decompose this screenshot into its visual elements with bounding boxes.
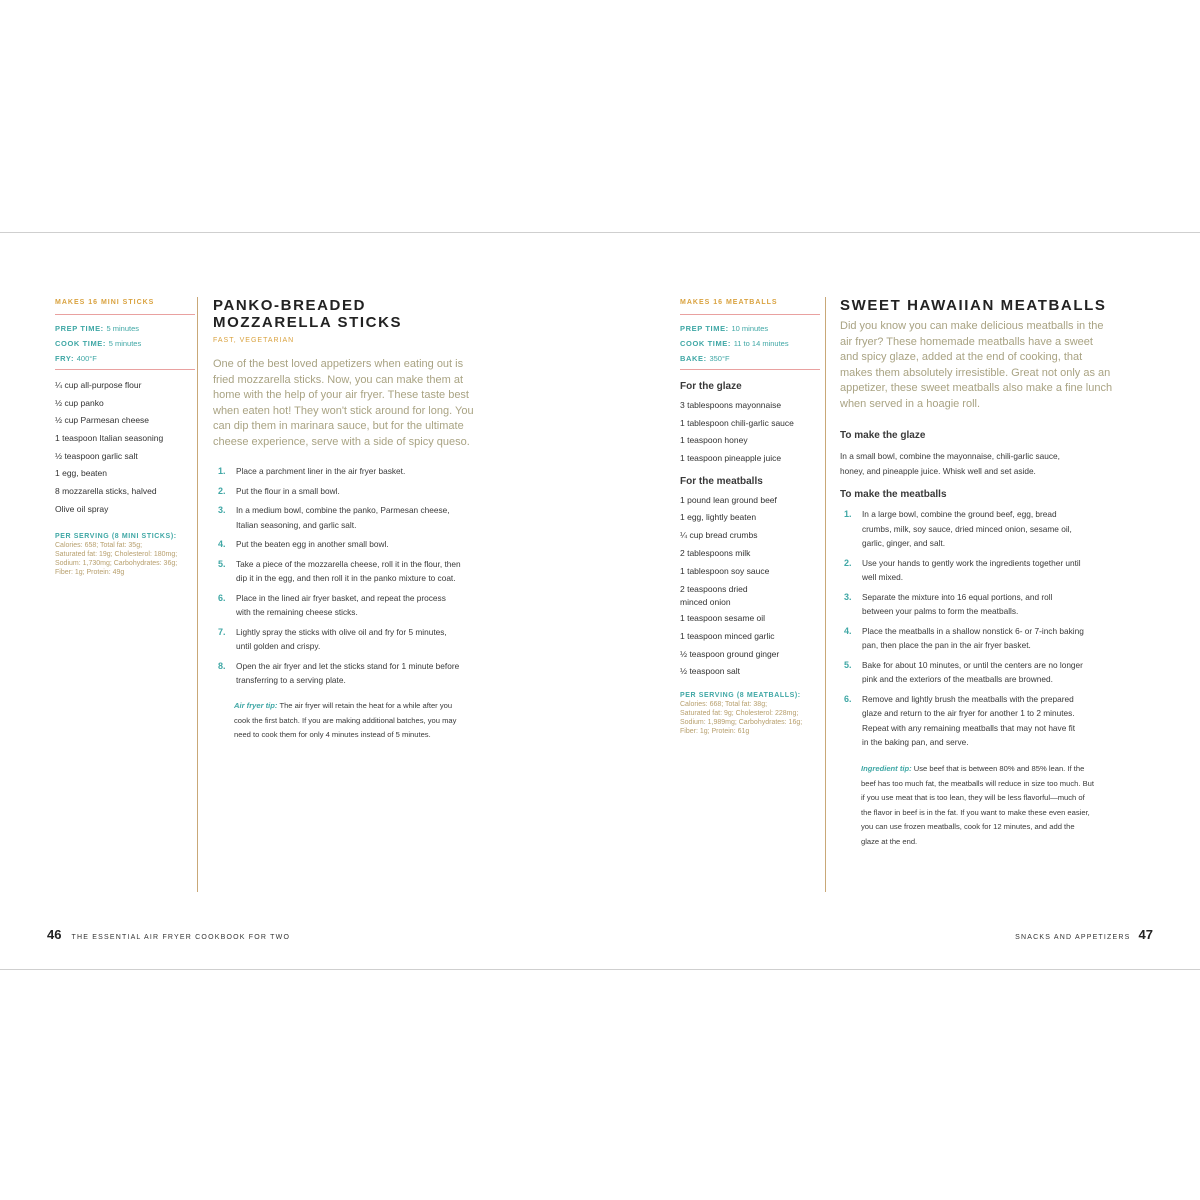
ingredient-item: 1 egg, lightly beaten [680, 512, 757, 523]
ingredient-item: 1 teaspoon sesame oil [680, 613, 766, 624]
nutrition-line: Fiber: 1g; Protein: 61g [680, 728, 750, 735]
glaze-heading: For the glaze [680, 381, 742, 392]
right-time-bake: BAKE: 350°F [680, 354, 730, 363]
left-running-head: THE ESSENTIAL AIR FRYER COOKBOOK FOR TWO [71, 934, 291, 941]
meatballs-subhead: To make the meatballs [840, 489, 947, 500]
ingredient-item: ½ teaspoon salt [680, 666, 741, 677]
ingredient-item: 1 teaspoon Italian seasoning [55, 433, 164, 444]
step-item: 3. Separate the mixture into 16 equal portions, and roll between your palms to form the meatballs. [844, 591, 1053, 616]
right-times-rule [680, 369, 820, 370]
right-time-prep: PREP TIME: 10 minutes [680, 324, 769, 333]
nutrition-line: Saturated fat: 9g; Cholesterol: 228mg; [680, 710, 799, 717]
ingredient-item: 1 egg, beaten [55, 468, 107, 479]
left-page-number: 46 [47, 927, 62, 942]
ingredient-item: Olive oil spray [55, 503, 109, 514]
left-steps [218, 464, 528, 693]
left-time-cook: COOK TIME: 5 minutes [55, 339, 142, 348]
right-page-number: 47 [1138, 927, 1153, 942]
right-folio [1015, 927, 1153, 942]
glaze-paragraph: In a small bowl, combine the mayonnaise, chili-garlic sauce, honey, and pineapple juice. Whisk well and set aside. [840, 451, 1060, 476]
ingredient-item: ½ cup Parmesan cheese [55, 415, 150, 426]
step-item: 2. Use your hands to gently work the ingredients together until well mixed. [844, 557, 1081, 582]
nutrition-line: Calories: 658; Total fat: 35g; [55, 542, 143, 549]
tip-label: Air fryer tip: [234, 701, 278, 710]
left-column-divider [197, 297, 198, 892]
glaze-subhead: To make the glaze [840, 430, 926, 441]
left-time-prep: PREP TIME: 5 minutes [55, 324, 140, 333]
ingredient-item: 1 teaspoon minced garlic [680, 630, 775, 641]
ingredient-item: ¼ cup all-purpose flour [55, 380, 142, 390]
left-air-fryer-tip: Air fryer tip: The air fryer will retain the heat for a while after you cook the first batch. If you are making additional batches, you may need to cook them for only 4 minutes instead of 5 minutes. [234, 701, 457, 739]
left-times [55, 321, 141, 366]
ingredient-item: 1 teaspoon pineapple juice [680, 453, 782, 464]
left-recipe-title: PANKO-BREADED MOZZARELLA STICKS [213, 297, 403, 331]
ingredient-item: 2 teaspoons dried [680, 584, 748, 595]
step-item: 5. Bake for about 10 minutes, or until the centers are no longer pink and the exteriors of the meatballs are browned. [844, 659, 1083, 684]
meatballs-heading: For the meatballs [680, 475, 763, 487]
nutrition-line: Sodium: 1,730mg; Carbohydrates: 36g; [55, 560, 178, 567]
step-item: 4. Place the meatballs in a shallow nonstick 6- or 7-inch baking pan, then place the pan in the air fryer basket. [844, 625, 1084, 650]
right-ingredient-tip: Ingredient tip: Use beef that is between 80% and 85% lean. If the beef has too much fat, the meatballs will reduce in size too much. But if you use meat that is too lean, they will be less flavorful—much of the flavor in beef is in the fat. If you want to make these even easier, you can use frozen meatballs, cook for 12 minutes, and add the glaze at the end. [861, 764, 1094, 846]
right-time-cook: COOK TIME: 11 to 14 minutes [680, 339, 789, 348]
right-nutrition [680, 691, 825, 736]
step-item: 6. Remove and lightly brush the meatballs with the prepared glaze and return to the air fryer for another 1 to 2 minutes. Repeat with any remaining meatballs that may not have fit in the baking pan, and serve. [844, 693, 1076, 747]
ingredient-item: 3 tablespoons mayonnaise [680, 400, 782, 410]
right-yield: MAKES 16 MEATBALLS [680, 299, 778, 306]
right-running-head: SNACKS AND APPETIZERS [1015, 934, 1131, 941]
left-yield: MAKES 16 MINI STICKS [55, 299, 155, 306]
ingredient-item: 1 teaspoon honey [680, 435, 748, 446]
nutrition-line: Fiber: 1g; Protein: 49g [55, 569, 125, 576]
nutrition-heading: PER SERVING (8 MEATBALLS): [680, 692, 801, 699]
left-ingredient-list [55, 377, 163, 519]
ingredient-item: 1 tablespoon chili-garlic sauce [680, 417, 794, 428]
ingredient-item: ½ teaspoon garlic salt [55, 450, 138, 461]
left-recipe-tag: FAST, VEGETARIAN [213, 337, 295, 344]
nutrition-line: Sodium: 1,989mg; Carbohydrates: 16g; [680, 719, 803, 726]
left-yield-rule [55, 314, 195, 315]
left-nutrition [55, 532, 195, 577]
nutrition-line: Calories: 668; Total fat: 38g; [680, 701, 768, 708]
book-spread [0, 232, 1200, 970]
right-times [680, 321, 789, 366]
step-item: 7. Lightly spray the sticks with olive oil and fry for 5 minutes, until golden and crispy. [218, 626, 447, 651]
ingredient-item: 1 tablespoon soy sauce [680, 565, 770, 576]
right-steps [844, 507, 1154, 755]
ingredient-item: 1 pound lean ground beef [680, 494, 777, 505]
ingredient-item: 8 mozzarella sticks, halved [55, 486, 157, 497]
ingredient-item: 2 tablespoons milk [680, 547, 751, 558]
step-item: 6. Place in the lined air fryer basket, and repeat the process with the remaining cheese sticks. [218, 592, 446, 617]
right-yield-rule [680, 314, 820, 315]
ingredient-item: ¼ cup bread crumbs [680, 530, 758, 541]
nutrition-heading: PER SERVING (8 MINI STICKS): [55, 533, 177, 540]
step-item: 3. In a medium bowl, combine the panko, Parmesan cheese, Italian seasoning, and garlic salt. [218, 505, 450, 530]
ingredient-item: minced onion [680, 597, 731, 608]
nutrition-line: Saturated fat: 19g; Cholesterol: 180mg; [55, 551, 178, 558]
step-item: 5. Take a piece of the mozzarella cheese, roll it in the flour, then dip it in the egg, and then roll it in the panko mixture to coat. [218, 558, 461, 583]
ingredient-item: ½ teaspoon ground ginger [680, 648, 780, 659]
step-item: 8. Open the air fryer and let the sticks stand for 1 minute before transferring to a serving plate. [218, 660, 460, 685]
step-item: 1. Place a parchment liner in the air fryer basket. [218, 466, 406, 476]
left-times-rule [55, 369, 195, 370]
right-ingredient-list [680, 377, 794, 681]
ingredient-item: ½ cup panko [55, 397, 104, 408]
right-column-divider [825, 297, 826, 892]
step-item: 4. Put the beaten egg in another small bowl. [218, 539, 389, 549]
right-recipe-title: SWEET HAWAIIAN MEATBALLS [840, 297, 1107, 314]
step-item: 1. In a large bowl, combine the ground beef, egg, bread crumbs, milk, soy sauce, dried minced onion, sesame oil, garlic, ginger, and salt. [844, 509, 1072, 548]
left-time-fry: FRY: 400°F [55, 354, 97, 363]
left-intro: One of the best loved appetizers when eating out is fried mozzarella sticks. Now, you can make them at home with the help of your air fryer. These taste best when eaten hot! They won't stick around for long. You can dip them in marinara sauce, but for the ultimate cheese experience, serve with a side of spicy queso. [213, 358, 474, 448]
right-intro: Did you know you can make delicious meatballs in the air fryer? These homemade meatballs have a sweet and spicy glaze, added at the end of cooking, that makes them absolutely irresistible. Great not only as an appetizer, these sweet meatballs also make a fine lunch when served in a hoagie roll. [840, 320, 1113, 410]
step-item: 2. Put the flour in a small bowl. [218, 485, 340, 496]
tip-label: Ingredient tip: [861, 764, 912, 773]
left-folio [47, 927, 290, 942]
